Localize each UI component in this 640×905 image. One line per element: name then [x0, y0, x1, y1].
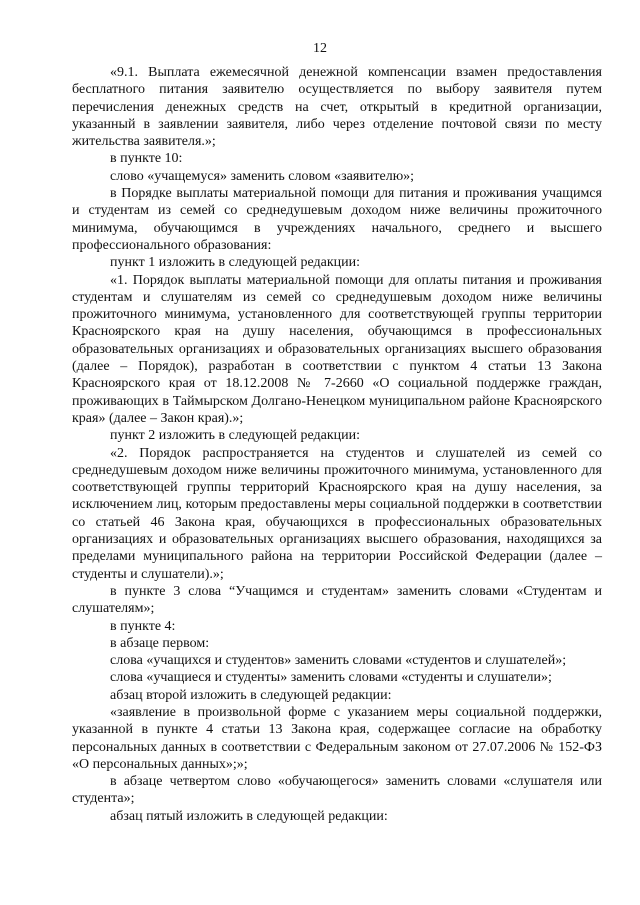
paragraph: в пункте 4: — [110, 618, 176, 634]
paragraph: пункт 2 изложить в следующей редакции: — [110, 428, 360, 444]
paragraph: абзац второй изложить в следующей редакции: — [110, 687, 392, 703]
paragraph: слово «учащемуся» заменить словом «заявителю»; — [110, 168, 415, 184]
paragraph: слова «учащиеся и студенты» заменить словами «студенты и слушатели»; — [110, 670, 552, 686]
paragraph: «9.1. Выплата ежемесячной денежной компенсации взамен предоставления бесплатного питания заявителю осуществляется по выбору заявителя путем перечисления денежных средств на счет, открытый в кредитной организации, указанный в заявлении заявителя, либо через отделение почтовой связи по месту жительства заявителя.»; — [72, 65, 602, 150]
paragraph: в абзаце четвертом слово «обучающегося» заменить словами «слушателя или студента»; — [72, 774, 602, 807]
paragraph: «заявление в произвольной форме с указанием меры социальной поддержки, указанной в пункте 4 статьи 13 Закона края, содержащее согласие на обработку персональных данных в соответствии с Федеральным законом от 27.07.2006 № 152-ФЗ «О персональных данных»;»; — [72, 704, 602, 772]
paragraph: в абзаце первом: — [110, 635, 210, 651]
paragraph: в Порядке выплаты материальной помощи для питания и проживания учащимся и студентам из семей со среднедушевым доходом ниже величины прожиточного минимума, обучающимся в учреждениях начального, среднего и высшего профессионального образования: — [72, 186, 602, 253]
paragraph: в пункте 3 слова “Учащимся и студентам» заменить словами «Студентам и слушателям»; — [72, 583, 602, 617]
paragraph: слова «учащихся и студентов» заменить словами «студентов и слушателей»; — [110, 653, 567, 669]
paragraph: «1. Порядок выплаты материальной помощи для оплаты питания и проживания студентам и слушателям из семей со среднедушевым доходом ниже величины прожиточного минимума, установленного для соответствующей группы территории Красноярского края на душу населения, обучающимся в профессиональных образовательных организациях и образовательных организациях высшего образования (далее – Порядок), разработан в соответствии с пунктом 4 статьи 13 Закона Красноярского края от 18.12.2008 № 7-2660 «О социальной поддержке граждан, проживающих в Таймырском Долгано-Ненецком муниципальном районе Красноярского края» (далее – Закон края).»; — [72, 272, 602, 426]
page-number: 12 — [313, 41, 327, 56]
document-body — [72, 64, 602, 825]
paragraph: абзац пятый изложить в следующей редакции: — [110, 808, 388, 824]
paragraph: «2. Порядок распространяется на студентов и слушателей из семей со среднедушевым доходом ниже величины прожиточного минимума, установленного для соответствующей группы территорий Красноярского края на душу населения, за исключением лиц, которым предоставлены меры социальной поддержки в соответствии со статьей 46 Закона края, обучающихся в профессиональных образовательных организациях и образовательных организациях высшего образования, находящихся за пределами муниципального района на территории Российской Федерации (далее – студенты и слушатели).»; — [72, 445, 602, 582]
paragraph: в пункте 10: — [110, 151, 183, 167]
paragraph: пункт 1 изложить в следующей редакции: — [110, 255, 360, 271]
